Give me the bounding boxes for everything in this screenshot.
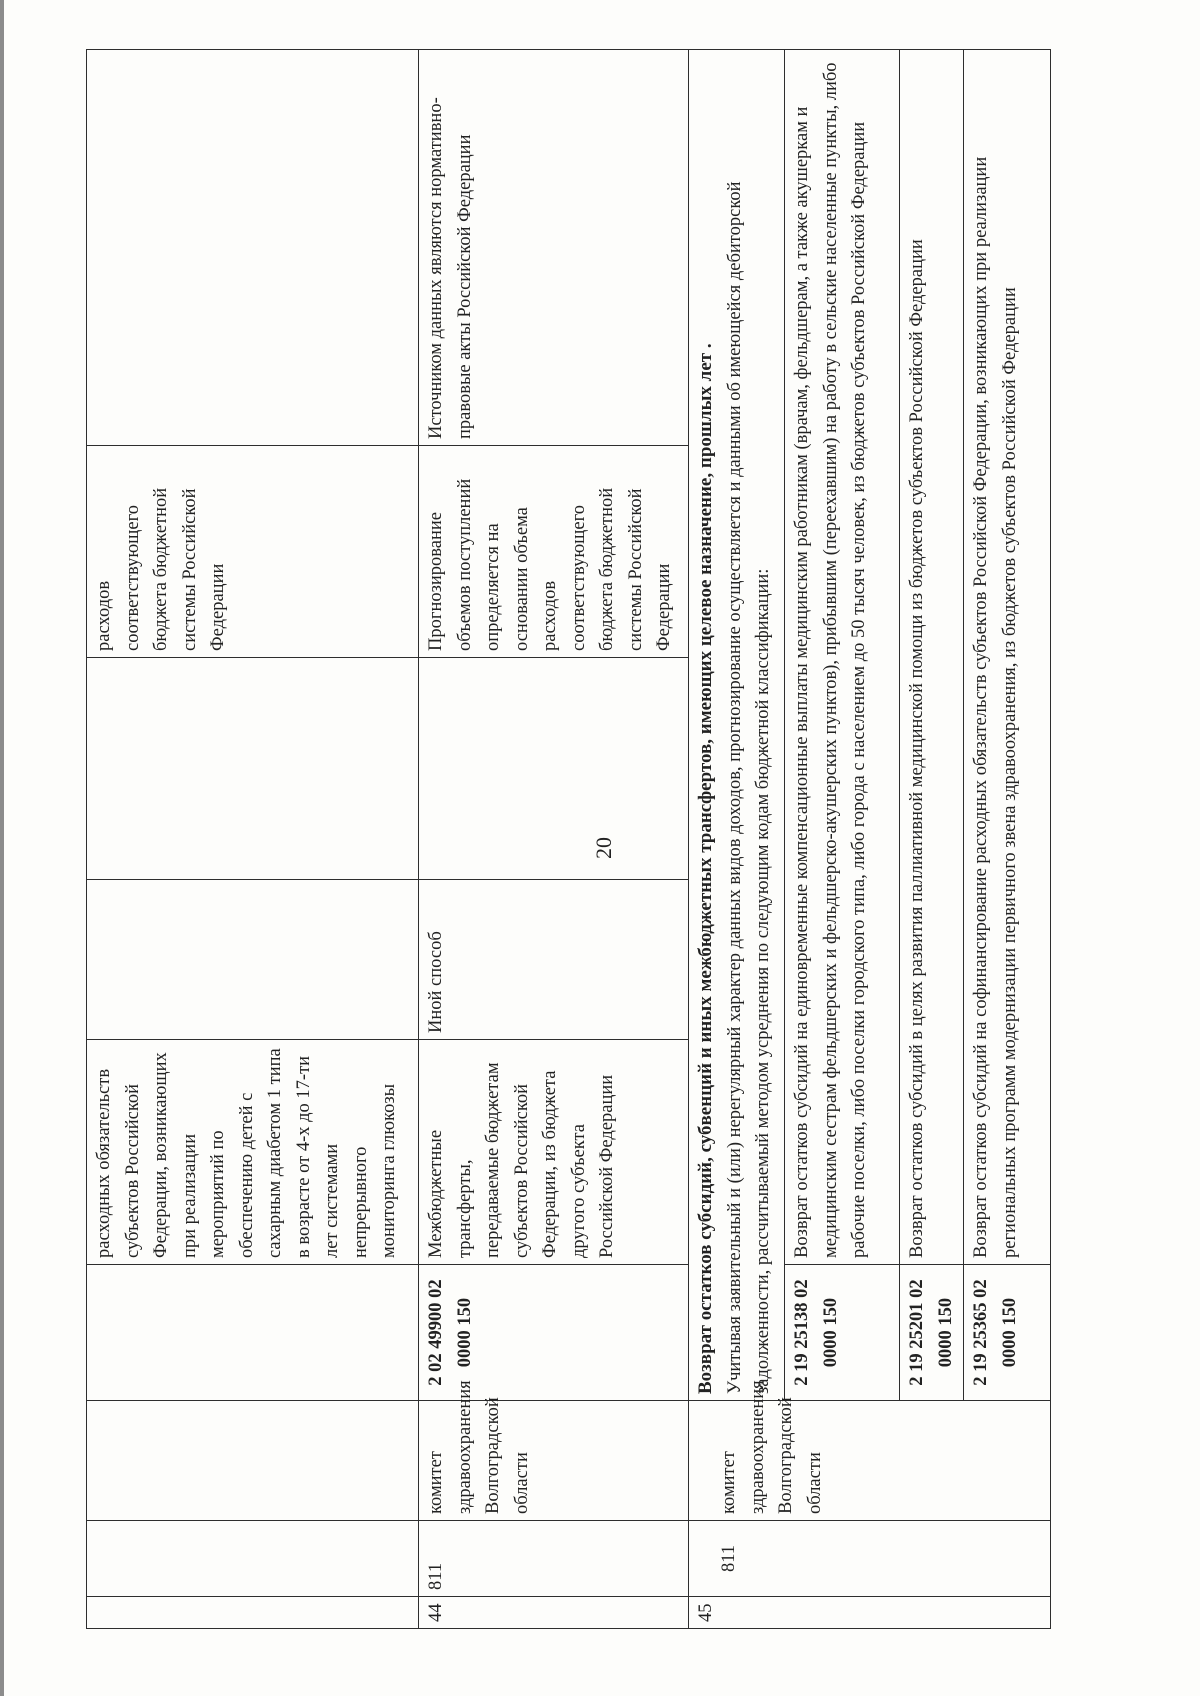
section-description	[689, 50, 785, 1401]
income-name: Возврат остатков субсидий в целях развития паллиативной медицинской помощи из бюджетов субъектов Российской Федерации	[900, 50, 964, 1265]
admin-name: комитет здравоохранения Волгоградской области	[419, 1401, 689, 1521]
algorithm-cell: расходов соответствующего бюджета бюджетной системы Российской Федерации	[87, 446, 419, 658]
income-name: Возврат остатков субсидий на единовременные компенсационные выплаты медицинским работникам (врачам, фельдшерам, а также акушеркам и медицинским сестрам фельдшерских и фельдшерско-акушерских пунктов), прибывшим (переехавшим) на работу в сельские населенные пункты, либо рабочие поселки, либо поселки городского типа, либо города с населением до 50 тысяч человек, из бюджетов субъектов Российской Федерации	[785, 50, 900, 1265]
admin-code: 811	[419, 1521, 689, 1597]
forecast-method: Иной способ	[419, 880, 689, 1040]
kbk-code: 2 19 25201 02 0000 150	[900, 1265, 964, 1401]
table-row-44	[419, 50, 689, 1629]
revenue-forecast-table	[86, 49, 1051, 1629]
data-source: Источником данных являются нормативно-правовые акты Российской Федерации	[419, 50, 689, 446]
income-name-cell: расходных обязательств субъектов Российской Федерации, возникающих при реализации мероприятий по обеспечению детей с сахарным диабетом 1 типа в возрасте от 4-х до 17-ти лет системами непрерывного мониторинга глюкозы	[87, 1040, 419, 1265]
kbk-code: 2 19 25138 02 0000 150	[785, 1265, 900, 1401]
forecast-algorithm: Прогнозирование объемов поступлений определяется на основании объема расходов соответствующего бюджета бюджетной системы Российской Федерации	[419, 446, 689, 658]
table-row-continued	[87, 50, 419, 1629]
scan-edge	[0, 0, 4, 1696]
section-heading: Возврат остатков субсидий, субвенций и иных межбюджетных трансфертов, имеющих целевое назначение, прошлых лет .	[695, 343, 716, 1394]
row-number: 44	[419, 1597, 689, 1629]
table-row	[900, 50, 964, 1629]
income-name: Возврат остатков субсидий на софинансирование расходных обязательств субъектов Российской Федерации, возникающих при реализации региональных программ модернизации первичного звена здравоохранения, из бюджетов субъектов Российской Федерации	[964, 50, 1051, 1265]
kbk-code: 2 19 25365 02 0000 150	[964, 1265, 1051, 1401]
document-page	[86, 49, 1111, 1629]
income-name: Межбюджетные трансферты, передаваемые бюджетам субъектов Российской Федерации, из бюджета другого субъекта Российской Федерации	[419, 1040, 689, 1265]
table-row	[964, 50, 1051, 1629]
kbk-code: 2 02 49900 02 0000 150	[419, 1265, 689, 1401]
row-number: 45	[689, 1597, 1051, 1629]
section-text: Учитывая заявительный и (или) нерегулярный характер данных видов доходов, прогнозирование осуществляется и данными об имеющейся дебиторской задолженности, рассчитываемый методом усреднения по следующим кодам бюджетной классификации:	[724, 181, 773, 1394]
table-row-45	[689, 50, 785, 1629]
page-number: 20	[591, 837, 616, 859]
admin-code: 811	[689, 1521, 1051, 1597]
table-row	[785, 50, 900, 1629]
admin-name: комитет здравоохранения Волгоградской области	[689, 1401, 1051, 1521]
